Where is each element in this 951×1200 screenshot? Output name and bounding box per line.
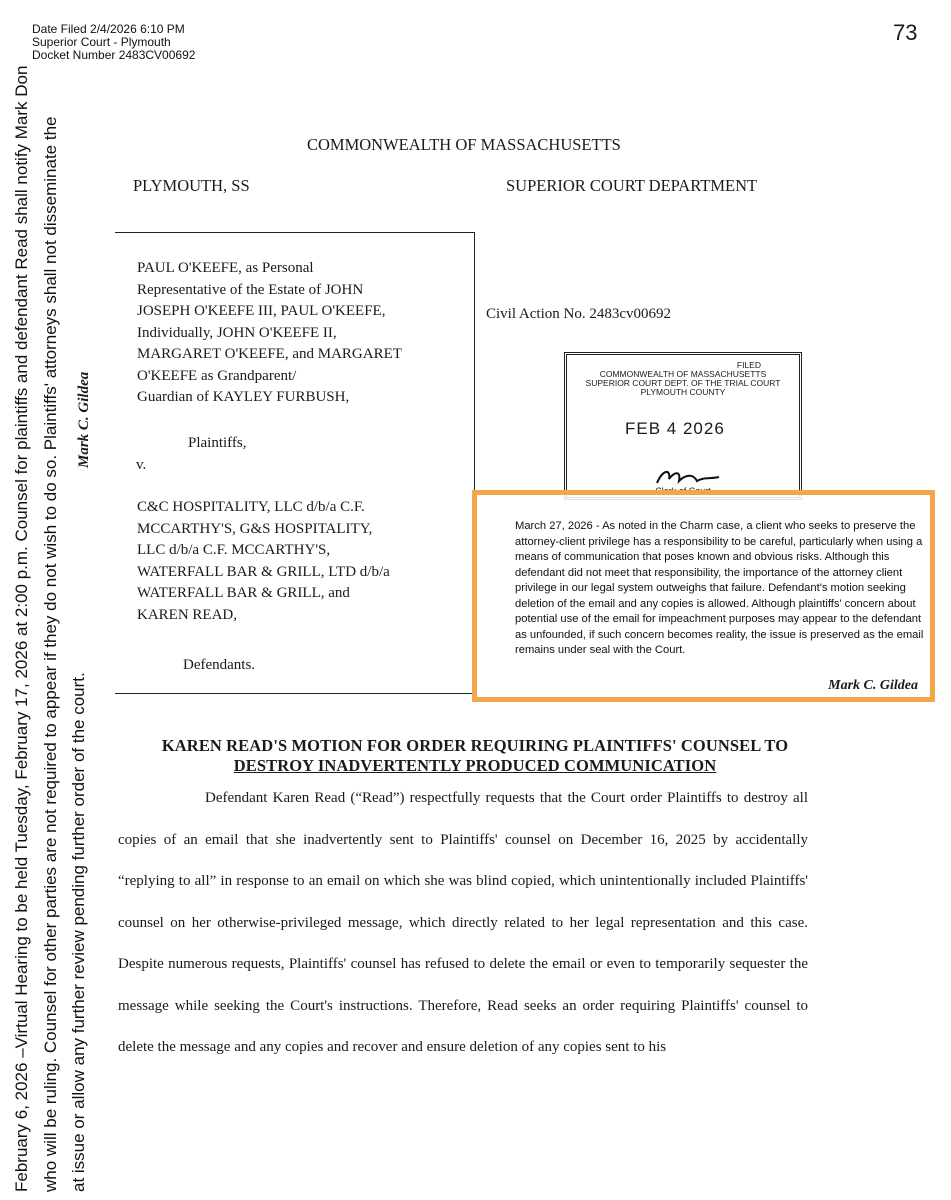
plaintiffs-line: Guardian of KAYLEY FURBUSH, xyxy=(137,389,350,405)
court-line: Superior Court - Plymouth xyxy=(32,35,171,49)
endorsed-order-box xyxy=(472,490,935,702)
plaintiffs-block xyxy=(137,258,402,409)
plaintiffs-line: Representative of the Estate of JOHN xyxy=(137,281,364,298)
plaintiffs-line: JOSEPH O'KEEFE III, PAUL O'KEEFE, xyxy=(137,303,386,319)
endorsed-order-signature: Mark C. Gildea xyxy=(828,678,918,693)
filed-date-line: Date Filed 2/4/2026 6:10 PM xyxy=(32,22,185,36)
defendants-line: WATERFALL BAR & GRILL, and xyxy=(137,585,350,601)
plaintiffs-line: O'KEEFE as Grandparent/ xyxy=(137,367,297,384)
defendants-line: MCCARTHY'S, G&S HOSPITALITY, xyxy=(137,520,373,537)
motion-body: Defendant Karen Read (“Read”) respectfully requests that the Court order Plaintiffs to destroy all copies of an email that she inadvertently sent to Plaintiffs' counsel on December 16, 2025 by accidentally “replying to all” in response to an email on which she was blind copied, which unintentionally included Plaintiffs' counsel on her otherwise-privileged message, which directly related to her legal representation and this case. Despite numerous requests, Plaintiffs' counsel has refused to delete the email or even to temporarily sequester the message while seeking the Court's instructions. Therefore, Read seeks an order requiring Plaintiffs' counsel to delete the message and any copies and recover and ensure deletion of any copies sent to his xyxy=(118,790,808,1055)
sidebar-signature: Mark C. Gildea xyxy=(76,371,92,468)
sidebar-line-3: at issue or allow any further review pending further order of the court. xyxy=(69,672,88,1192)
sidebar-order-text xyxy=(8,7,98,1192)
motion-title-line-2: DESTROY INADVERTENTLY PRODUCED COMMUNICATION xyxy=(233,756,717,775)
defendants-line: WATERFALL BAR & GRILL, LTD d/b/a xyxy=(137,563,390,580)
versus-label: v. xyxy=(136,457,147,473)
commonwealth-heading: COMMONWEALTH OF MASSACHUSETTS xyxy=(307,135,621,154)
motion-title-line-1: KAREN READ'S MOTION FOR ORDER REQUIRING PLAINTIFFS' COUNSEL TO xyxy=(161,736,789,755)
filed-line-1: COMMONWEALTH OF MASSACHUSETTS xyxy=(599,369,767,379)
plaintiffs-line: PAUL O'KEEFE, as Personal xyxy=(137,260,314,276)
filed-line-2: SUPERIOR COURT DEPT. OF THE TRIAL COURT xyxy=(585,378,781,388)
filed-line-3: PLYMOUTH COUNTY xyxy=(640,387,726,397)
defendants-block xyxy=(137,497,390,626)
department-label: SUPERIOR COURT DEPARTMENT xyxy=(506,176,758,195)
plaintiffs-line: Individually, JOHN O'KEEFE II, xyxy=(137,324,337,341)
sidebar-line-2: who will be ruling. Counsel for other parties are not required to appear if they do not wish to do so. Plaintiffs' attorneys shall not disseminate the xyxy=(40,116,60,1192)
defendants-label: Defendants. xyxy=(183,657,256,673)
page-number: 73 xyxy=(893,20,918,45)
filed-label: FILED xyxy=(736,360,761,370)
defendants-line: LLC d/b/a C.F. MCCARTHY'S, xyxy=(137,542,331,558)
plaintiffs-line: MARGARET O'KEEFE, and MARGARET xyxy=(137,346,402,362)
docket-number-line: Docket Number 2483CV00692 xyxy=(32,48,196,62)
county-label: PLYMOUTH, SS xyxy=(133,176,250,195)
filed-stamp xyxy=(564,352,802,500)
civil-action-number: Civil Action No. 2483cv00692 xyxy=(486,306,671,322)
defendants-line: C&C HOSPITALITY, LLC d/b/a C.F. xyxy=(137,499,365,515)
filed-date: FEB 4 2026 xyxy=(625,419,725,438)
plaintiffs-label: Plaintiffs, xyxy=(188,435,247,451)
defendants-line: KAREN READ, xyxy=(137,606,237,623)
endorsed-order-text: March 27, 2026 - As noted in the Charm case, a client who seeks to preserve the attorney-client privilege has a responsibility to be careful, particularly when using a means of communication that poses known and obvious risks. Although this defendant did not meet that responsibility, the importance of the attorney client privilege in our legal system outweighs that failure. Defendant's motion seeking deletion of the email and any copies is allowed. Although plaintiffs' concern about potential use of the email for impeachment purposes may appear to the defendant as unfounded, if such concern becomes reality, the issue is preserved as the email remains under seal with the Court. xyxy=(515,520,924,656)
sidebar-line-1: February 6, 2026 –Virtual Hearing to be held Tuesday, February 17, 2026 at 2:00 p.m. Counsel for plaintiffs and defendant Read shall notify Mark Don xyxy=(12,65,31,1192)
